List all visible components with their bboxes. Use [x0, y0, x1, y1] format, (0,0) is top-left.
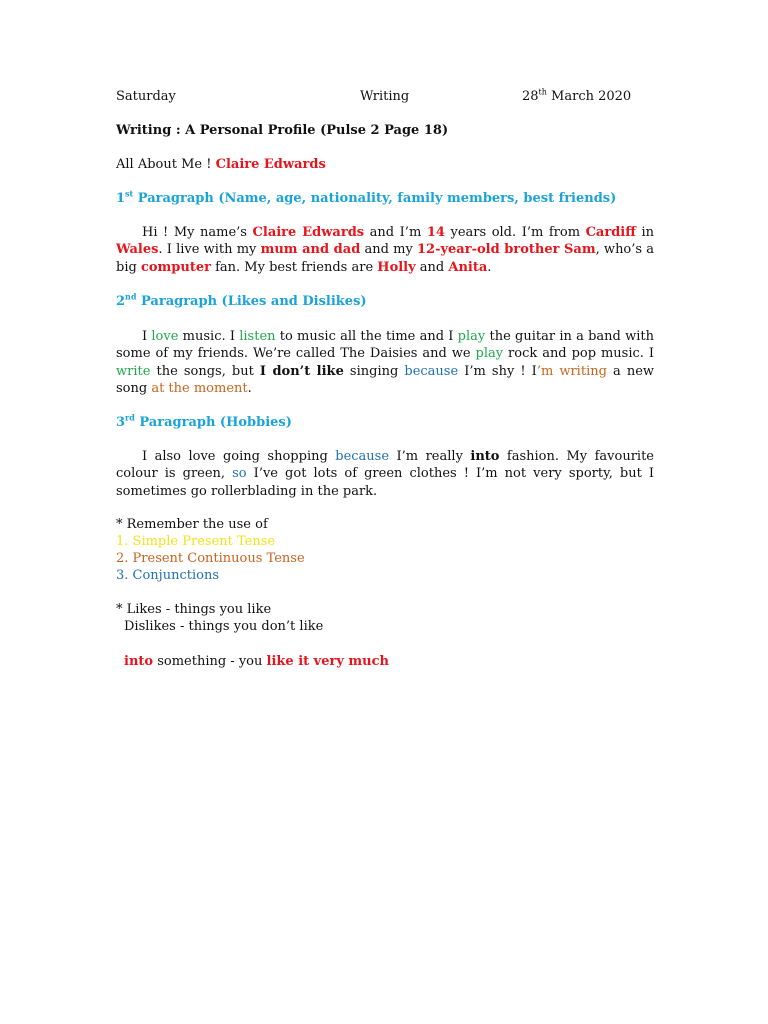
remember-item-conjunctions: 3. Conjunctions	[116, 568, 219, 583]
header-date: 28th March 2020	[522, 87, 632, 104]
header-subject: Writing	[360, 89, 410, 104]
remember-item-present-continuous: 2. Present Continuous Tense	[116, 551, 305, 566]
header-day: Saturday	[116, 89, 176, 104]
document-title: Writing : A Personal Profile (Pulse 2 Page 18)	[116, 123, 449, 138]
section-heading-1: 1st Paragraph (Name, age, nationality, family members, best friends)	[116, 188, 617, 206]
remember-heading: * Remember the use of	[116, 517, 268, 532]
dislikes-note: Dislikes - things you don’t like	[124, 619, 324, 634]
section-heading-2: 2nd Paragraph (Likes and Dislikes)	[116, 291, 367, 309]
remember-item-simple-present: 1. Simple Present Tense	[116, 534, 276, 549]
about-heading: All About Me ! Claire Edwards	[116, 157, 326, 172]
paragraph-2: I love music. I listen to music all the time and I play the guitar in a band with some of my friends. We’re called The Daisies and we play rock and pop music. I write the songs, but I don’t like singing because I’m shy ! I’m writing a new song at the moment.	[116, 329, 655, 396]
section-heading-3: 3rd Paragraph (Hobbies)	[116, 412, 292, 430]
into-note: into something - you like it very much	[124, 654, 389, 669]
paragraph-3: I also love going shopping because I’m really into fashion. My favourite colour is green, so I’ve got lots of green clothes ! I’m not very sporty, but I sometimes go rollerblading in the park.	[116, 449, 654, 499]
likes-note: * Likes - things you like	[116, 602, 272, 617]
paragraph-1: Hi ! My name’s Claire Edwards and I’m 14 years old. I’m from Cardiff in Wales. I live with my mum and dad and my 12-year-old brother Sam, who’s a big computer fan. My best friends are Holly and Anita.	[116, 225, 655, 275]
